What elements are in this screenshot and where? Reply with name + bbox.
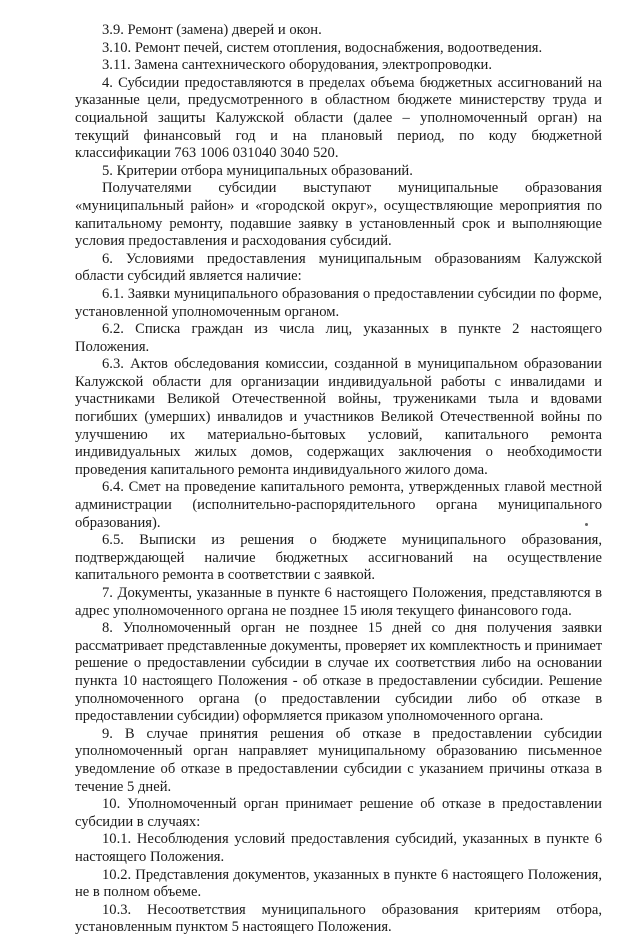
paragraph-6-3: 6.3. Актов обследования комиссии, созданной в муниципальном образовании Калужской области для организации индивидуальной работы с инвалидами и участниками Великой Отечественной войны, тружениками тыла и вдовами погибших (умерших) инвалидов и участников Великой Отечественной войны по улучшению их материально-бытовых условий, капитального ремонта индивидуальных жилых домов, содержащих заключения о необходимости проведения капитального ремонта индивидуального жилого дома. [75, 356, 602, 478]
paragraph-3-9: 3.9. Ремонт (замена) дверей и окон. [102, 22, 322, 38]
paragraph-10-1: 10.1. Несоблюдения условий предоставления субсидий, указанных в пункте 6 настоящего Положения. [75, 831, 602, 865]
paragraph-6-1: 6.1. Заявки муниципального образования о предоставлении субсидии по форме, установленной уполномоченным органом. [75, 285, 602, 320]
paragraph-10-3: 10.3. Несоответствия муниципального образования критериям отбора, установленным пунктом 5 настоящего Положения. [75, 901, 602, 936]
paragraph-10-2: 10.2. Представления документов, указанных в пункте 6 настоящего Положения, не в полном объеме. [75, 866, 602, 901]
paragraph-10: 10. Уполномоченный орган принимает решение об отказе в предоставлении субсидии в случаях: [75, 796, 602, 830]
paragraph-3-10: 3.10. Ремонт печей, систем отопления, водоснабжения, водоотведения. [102, 39, 543, 56]
paragraph-6-5: 6.5. Выписки из решения о бюджете муниципального образования, подтверждающей наличие бюджетных ассигнований на осуществление капитального ремонта в соответствии с заявкой. [75, 532, 602, 584]
paragraph-5: 5. Критерии отбора муниципальных образований. [102, 162, 413, 179]
paragraph-6: 6. Условиями предоставления муниципальным образованиям Калужской области субсидий является наличие: [75, 250, 602, 285]
scan-speck [585, 523, 588, 526]
paragraph-9: 9. В случае принятия решения об отказе в предоставлении субсидии уполномоченный орган направляет муниципальному образованию письменное уведомление об отказе в предоставлении субсидии с указанием причины отказа в течение 5 дней. [75, 725, 602, 795]
paragraph-6-2: 6.2. Списка граждан из числа лиц, указанных в пункте 2 настоящего Положения. [75, 321, 602, 355]
paragraph-8: 8. Уполномоченный орган не позднее 15 дней со дня получения заявки рассматривает представленные документы, проверяет их комплектность и принимает решение о предоставлении субсидии в случае их соответствия либо на основании пункта 10 настоящего Положения - об отказе в предоставлении субсидии. Решение уполномоченного органа (о предоставлении субсидии либо об отказе в предоставлении субсидии) оформляется приказом уполномоченного органа. [75, 620, 602, 725]
paragraph-6-4: 6.4. Смет на проведение капитального ремонта, утвержденных главой местной администрации (исполнительно-распорядительного органа муниципального образования). [75, 479, 602, 531]
paragraph-7: 7. Документы, указанные в пункте 6 настоящего Положения, представляются в адрес уполномоченного органа не позднее 15 июля текущего финансового года. [75, 585, 602, 619]
paragraph-3-11: 3.11. Замена сантехнического оборудования, электропроводки. [102, 57, 493, 74]
paragraph-5-recipients: Получателями субсидии выступают муниципальные образования «муниципальный район» и «городской округ», осуществляющие мероприятия по капитальному ремонту, подавшие заявку в установленный срок и выполняющие условия предоставления и расходования субсидий. [75, 180, 602, 250]
paragraph-4: 4. Субсидии предоставляются в пределах объема бюджетных ассигнований на указанные цели, предусмотренного в областном бюджете министерству труда и социальной защиты Калужской области (далее – уполномоченный орган) на текущий финансовый год и на плановый период, по коду бюджетной классификации 763 1006 031040 3040 520. [75, 74, 602, 162]
